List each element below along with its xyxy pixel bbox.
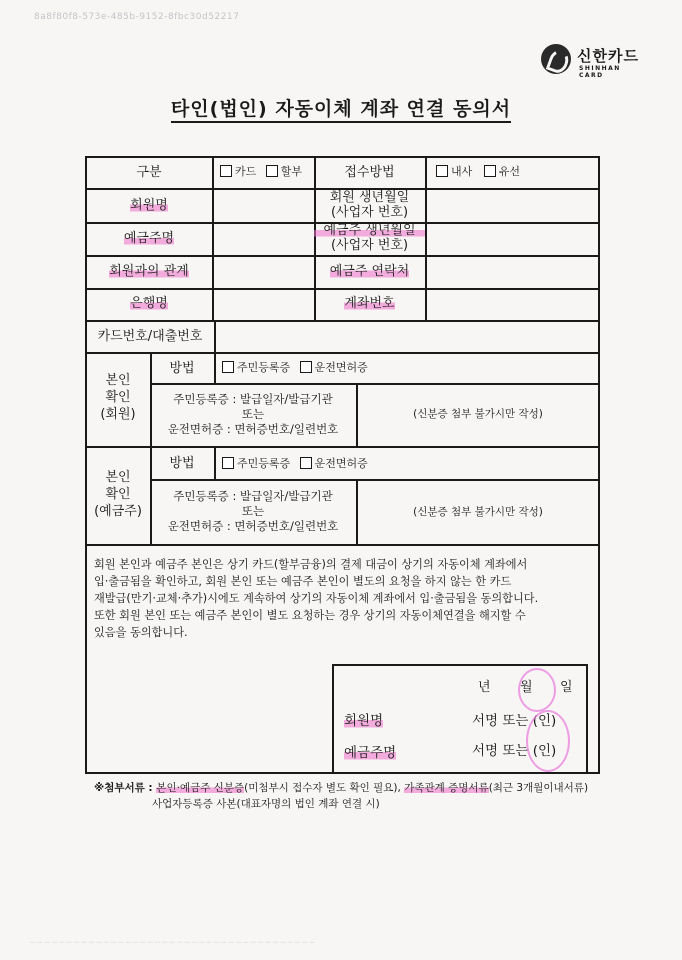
holder-contact-field[interactable] [427,257,598,287]
sign-member-label: 회원명 [344,713,384,729]
agreement-text: 회원 본인과 예금주 본인은 상기 카드(할부금융)의 결제 대금이 상기의 자동이체 계좌에서 입·출금됨을 확인하고, 회원 본인 또는 예금주 본인이 별도의 요청을 하지 않는 한 카드 재발급(만기·교체·추가)시에도 계속하여 상기의 자동이체 계좌에서 입·출금됨을 동의합니다. 또한 회원 본인 또는 예금주 본인이 별도 요청하는 경우 상기의 자동이체연결을 해지할 수 있음을 동의합니다. [94,558,539,639]
shinhan-card-logo [541,44,645,80]
verify-holder-detail: 주민등록증 : 발급일자/발급기관 또는 운전면허증 : 면허증번호/일련번호 [167,489,339,533]
relation-label: 회원과의 관계 [109,264,189,279]
holder-name-label: 예금주명 [123,231,175,246]
account-number-field[interactable] [427,290,598,319]
mail-checkbox[interactable] [484,165,496,177]
member-birth-field[interactable] [427,190,598,221]
document-id: 8a8f80f8-573e-485b-9152-8fbc30d52217 [34,12,240,22]
faint-bleed-text: ┈ ┈ ┈ ┈ ┈ ┈ ┈ ┈ ┈ ┈ ┈ ┈ ┈ ┈ ┈ ┈ ┈ ┈ ┈ ┈ ┈ ┈ ┈ ┈ ┈ ┈ ┈ ┈ ┈ ┈ ┈ ┈ ┈ ┈ ┈ ┈ ┈ ┈ ┈ [30,938,315,947]
member-name-field[interactable] [214,190,313,221]
verify-holder-options: 주민등록증 운전면허증 [222,457,368,470]
verify-member-label: 본인 확인 (회원) [100,373,136,422]
holder-license-checkbox[interactable] [300,457,312,469]
installment-checkbox[interactable] [266,165,278,177]
visit-checkbox[interactable] [436,165,448,177]
sign-holder-value[interactable]: 서명 또는 (인) [472,743,557,759]
holder-birth-field[interactable] [427,224,598,254]
bank-name-label: 은행명 [130,296,168,311]
member-license-checkbox[interactable] [300,361,312,373]
receipt-method-label: 접수방법 [344,165,395,180]
account-number-label: 계좌번호 [344,296,395,311]
bank-name-field[interactable] [214,290,313,319]
verify-member-detail: 주민등록증 : 발급일자/발급기관 또는 운전면허증 : 면허증번호/일련번호 [167,392,339,436]
verify-member-note: (신분증 첨부 불가시만 작성) [413,408,543,420]
pink-stamp-mark [526,710,570,772]
shinhan-logo-icon [541,44,571,74]
brand-sub: SHINHAN CARD [579,65,621,79]
date-year: 년 [478,680,491,695]
holder-birth-label: 예금주 생년월일 (사업자 번호) [314,223,425,253]
attachment-note: ※첨부서류 : 본인·예금주 신분증(미첨부시 접수자 별도 확인 필요), 가족관계 증명서류(최근 3개월이내서류) 사업자등록증 사본(대표자명의 법인 계좌 연결 시) [94,782,589,810]
verify-holder-note: (신분증 첨부 불가시만 작성) [413,506,543,518]
date-month: 월 [520,680,533,695]
verify-member-options: 주민등록증 운전면허증 [222,361,368,374]
card-loan-number-label: 카드번호/대출번호 [97,329,203,344]
verify-member-method-label: 방법 [169,361,195,376]
sign-holder-label: 예금주명 [344,745,397,761]
verify-holder-method-label: 방법 [169,456,195,471]
category-options: 카드 할부 [220,165,302,178]
category-label: 구분 [136,165,162,180]
sign-member-value[interactable]: 서명 또는 (인) [472,713,557,729]
member-birth-label: 회원 생년월일 (사업자 번호) [329,190,410,220]
member-id-checkbox[interactable] [222,361,234,373]
verify-holder-label: 본인 확인 (예금주) [94,470,142,519]
card-loan-number-field[interactable] [216,322,598,351]
member-name-label: 회원명 [130,198,168,213]
card-checkbox[interactable] [220,165,232,177]
holder-name-field[interactable] [214,224,313,254]
document-title: 타인(법인) 자동이체 계좌 연결 동의서 [0,94,682,121]
receipt-options: 내사 유선 [436,165,520,178]
date-day: 일 [560,680,573,695]
brand-name: 신한카드 [577,47,639,65]
relation-field[interactable] [214,257,313,287]
holder-contact-label: 예금주 연락처 [329,264,410,279]
holder-id-checkbox[interactable] [222,457,234,469]
pink-circle-mark [518,668,556,712]
